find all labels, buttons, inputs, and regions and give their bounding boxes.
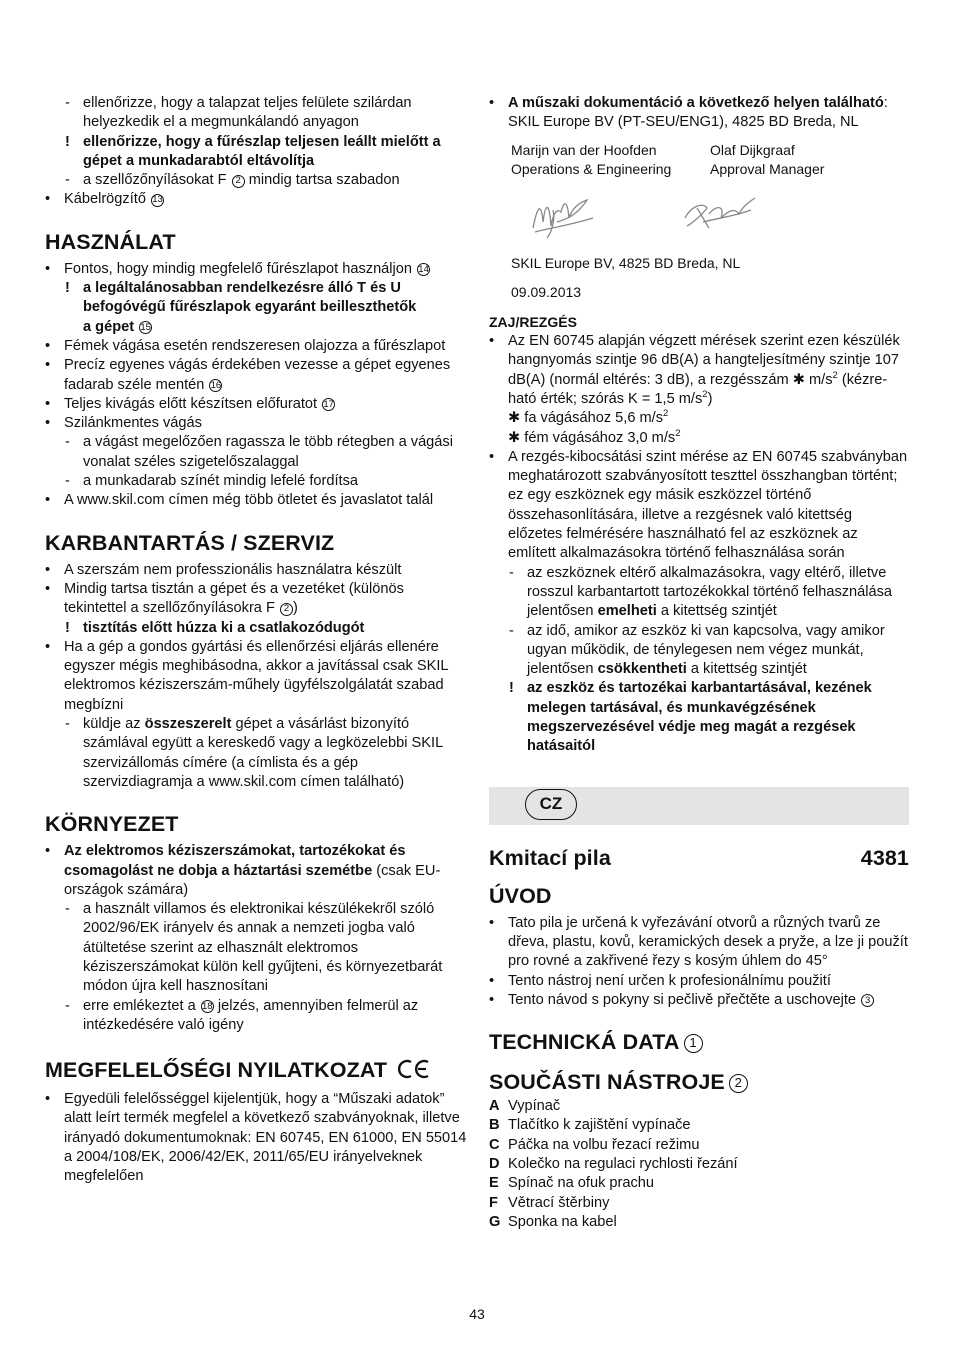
signatory-role: Operations & Engineering (511, 160, 672, 177)
warning-item: ! tisztítás előtt húzza ki a csatlakozódugót (65, 619, 365, 636)
ref-number: 2 (729, 1074, 748, 1093)
list-item: - a vágást megelőzően ragassza le több rétegben a vágási vonalat széles szigetelőszalaggal (65, 434, 453, 470)
product-model: 4381 (860, 845, 909, 870)
list-item: - a munkadarab színét mindig lefelé fordítsa (65, 473, 359, 490)
date: 09.09.2013 (511, 284, 582, 301)
signatory-name: Marijn van der Hoofden (511, 141, 657, 158)
part-row: C Páčka na volbu řezací režimu (489, 1136, 700, 1153)
list-item: • A www.skil.com címen még több ötletet és javaslatot talál (45, 492, 434, 509)
ref-number: 3 (861, 994, 874, 1007)
signature-icon (527, 188, 599, 248)
language-badge: CZ (525, 789, 577, 820)
list-item: - a használt villamos és elektronikai készülékekről szóló 2002/96/EK irányelv és annak a nemzeti jogba való átültetése szerint az elhasznált elektromos kéziszerszámokat külön kell gyűjteni, és környezetbarát módon újra kell hasznosítani (65, 901, 443, 995)
list-item: • Szilánkmentes vágás (45, 415, 202, 432)
section-title-karbantartas: KARBANTARTÁS / SZERVIZ (45, 530, 335, 555)
list-item: • A műszaki dokumentáció a következő helyen található: SKIL Europe BV (PT-SEU/ENG1), 4825 BD Breda, NL (489, 95, 888, 131)
part-row: F Větrací štěrbiny (489, 1194, 610, 1211)
section-title-zaj: ZAJ/REZGÉS (489, 313, 577, 330)
list-item: • Tento návod s pokyny si pečlivě přečtěte a uschovejte 3 (489, 991, 909, 1010)
signatories (489, 141, 909, 180)
list-item: - erre emlékeztet a 18 jelzés, amennyiben felmerül az intézkedésére való igény (65, 997, 419, 1033)
list-item: • A rezgés-kibocsátási szint mérése az EN 60745 szabványban meghatározott szabványosított teszttel összhangban történt; ez egy eszköznek egy másik eszközzel történő összehasonlítására, illetve a rezgésnek való kitettség előzetes felmérésére használható fel az eszköznek az említett alkalmazásokra történő felhasználása során (489, 448, 908, 562)
list-item: • Fémek vágása esetén rendszeresen olajozza a fűrészlapot (45, 337, 446, 354)
list-item: • Az elektromos kéziszerszámokat, tartozékokat és csomagolást ne dobja a háztartási szemétbe (csak EU-országok számára) (45, 843, 441, 898)
list-item: • A szerszám nem professzionális használatra készült (45, 561, 402, 578)
language-band (489, 787, 909, 825)
list-item: • Az EN 60745 alapján végzett mérések szerint ezen készülék hangnyomás szintje 96 dB(A) a hangteljesítmény szintje 107 dB(A) (normál eltérés: 3 dB), a rezgésszám ✱ $m/s^2$ (kézre-ható érték; szórás K = 1,5 $m/s^2$) ✱ fa vágásához 5,6 $m/s^2$ ✱ fém vágásához 3,0 $m/s^2$ (489, 333, 900, 446)
list-item: - küldje az összeszerelt gépet a vásárlást bizonyító számlával együtt a kereskedő vagy a legközelebbi SKIL szervizállomás címére (a címlista és a gép szervizdiagramja a www.skil.com címen található) (65, 716, 443, 790)
left-column (45, 94, 467, 1187)
ref-number: 2 (280, 603, 293, 616)
ref-number: 2 (232, 175, 245, 188)
signatory-name: Olaf Dijkgraaf (710, 141, 795, 158)
section-title-kornyezet: KÖRNYEZET (45, 812, 179, 837)
part-row: E Spínač na ofuk prachu (489, 1175, 655, 1192)
list-item: • Teljes kivágás előtt készítsen előfuratot 17 (45, 395, 334, 412)
right-column (489, 94, 909, 1232)
section-title-tech: TECHNICKÁ DATA 1 (489, 1029, 909, 1055)
list-item: - az idő, amikor az eszköz ki van kapcsolva, vagy amikor ugyan működik, de ténylegesen nem végez munkát, jelentősen csökkentheti a kitettség szintjét (509, 622, 885, 678)
ref-number: 17 (323, 398, 334, 410)
list-item: • Mindig tartsa tisztán a gépet és a vezetéket (különös tekintettel a szellőzőnyílásokra F 2 ) (45, 580, 404, 617)
list-item: • Ha a gép a gondos gyártási és ellenőrzési eljárás ellenére egyszer mégis meghibásodna, akkor a javítással csak SKIL elektromos kéziszerszám-műhely ügyfélszolgálatát szabad megbízni (45, 638, 448, 713)
product-title (489, 845, 909, 871)
ref-number: 1 (684, 1034, 703, 1053)
list-item: • Egyedüli felelősséggel kijelentjük, hogy a “Műszaki adatok” alatt leírt termék megfelel a következő szabványoknak, illetve irányadó dokumentumoknak: EN 60745, EN 61000, EN 55014 a 2004/108/EK, 2006/42/EK, 2011/65/EU irányelveknek megfelelően (45, 1091, 467, 1185)
part-row: G Sponka na kabel (489, 1213, 617, 1230)
page-number: 43 (469, 1306, 485, 1322)
signature-icon (679, 188, 759, 238)
ce-mark-icon (397, 1059, 431, 1079)
product-name: Kmitací pila (489, 845, 611, 870)
section-title-hasznalat: HASZNÁLAT (45, 229, 176, 254)
warning-item: ! ellenőrizze, hogy a fűrészlap teljesen leállt mielőtt a gépet a munkadarabtól eltávolítja (65, 133, 441, 169)
ref-number: 15 (140, 321, 151, 333)
list-item: • Tato pila je určená k vyřezávání otvorů a různých tvarů ze dřeva, plastu, kovů, keramických desek a pryže, a lze ji použít pro rovné a zakřivené řezy s kosým úhlem do 45° (489, 914, 908, 970)
ref-number: 16 (210, 379, 222, 391)
warning-item: ! az eszköz és tartozékai karbantartásával, kezének melegen tartásával, és munkavégzésének megszervezésével védje meg magát a rezgések hatásaitól (509, 680, 872, 755)
signatory-role: Approval Manager (710, 160, 825, 177)
list-item: • Tento nástroj není určen k profesionálnímu použití (489, 972, 831, 989)
list-item: • Fontos, hogy mindig megfelelő fűrészlapot használjon 14 (45, 260, 429, 277)
section-title-uvod: ÚVOD (489, 883, 552, 908)
section-title-parts: SOUČÁSTI NÁSTROJE 2 (489, 1069, 909, 1095)
warning-item: ! a legáltalánosabban rendelkezésre álló T és U befogóvégű fűrészlapok egyaránt beilleszthetők a gépet 15 (65, 280, 417, 335)
ref-number: 13 (152, 194, 163, 206)
part-row: A Vypínač (489, 1098, 561, 1115)
ref-number: 18 (202, 1000, 213, 1012)
ref-number: 14 (418, 263, 429, 275)
list-item: - az eszköznek eltérő alkalmazásokra, vagy eltérő, illetve rosszul karbantartott tartozékokkal történő felhasználása jelentősen emelheti a kitettség szintjét (509, 564, 893, 620)
list-item: • Kábelrögzítő 13 (45, 191, 163, 208)
company-address: SKIL Europe BV, 4825 BD Breda, NL (511, 255, 741, 272)
part-row: B Tlačítko k zajištění vypínače (489, 1117, 691, 1134)
list-item: - a szellőzőnyílásokat F 2 mindig tartsa szabadon (65, 172, 400, 189)
list-item: • Precíz egyenes vágás érdekében vezesse a gépet egyenes fadarab széle mentén 16 (45, 357, 451, 393)
part-row: D Kolečko na regulaci rychlosti řezání (489, 1155, 738, 1172)
section-title-megfelelo: MEGFELELŐSÉGI NYILATKOZAT (45, 1057, 467, 1083)
list-item: - ellenőrizze, hogy a talapzat teljes felülete szilárdan helyezkedik el a megmunkálandó anyagon (65, 95, 412, 131)
signature-images (489, 188, 909, 254)
